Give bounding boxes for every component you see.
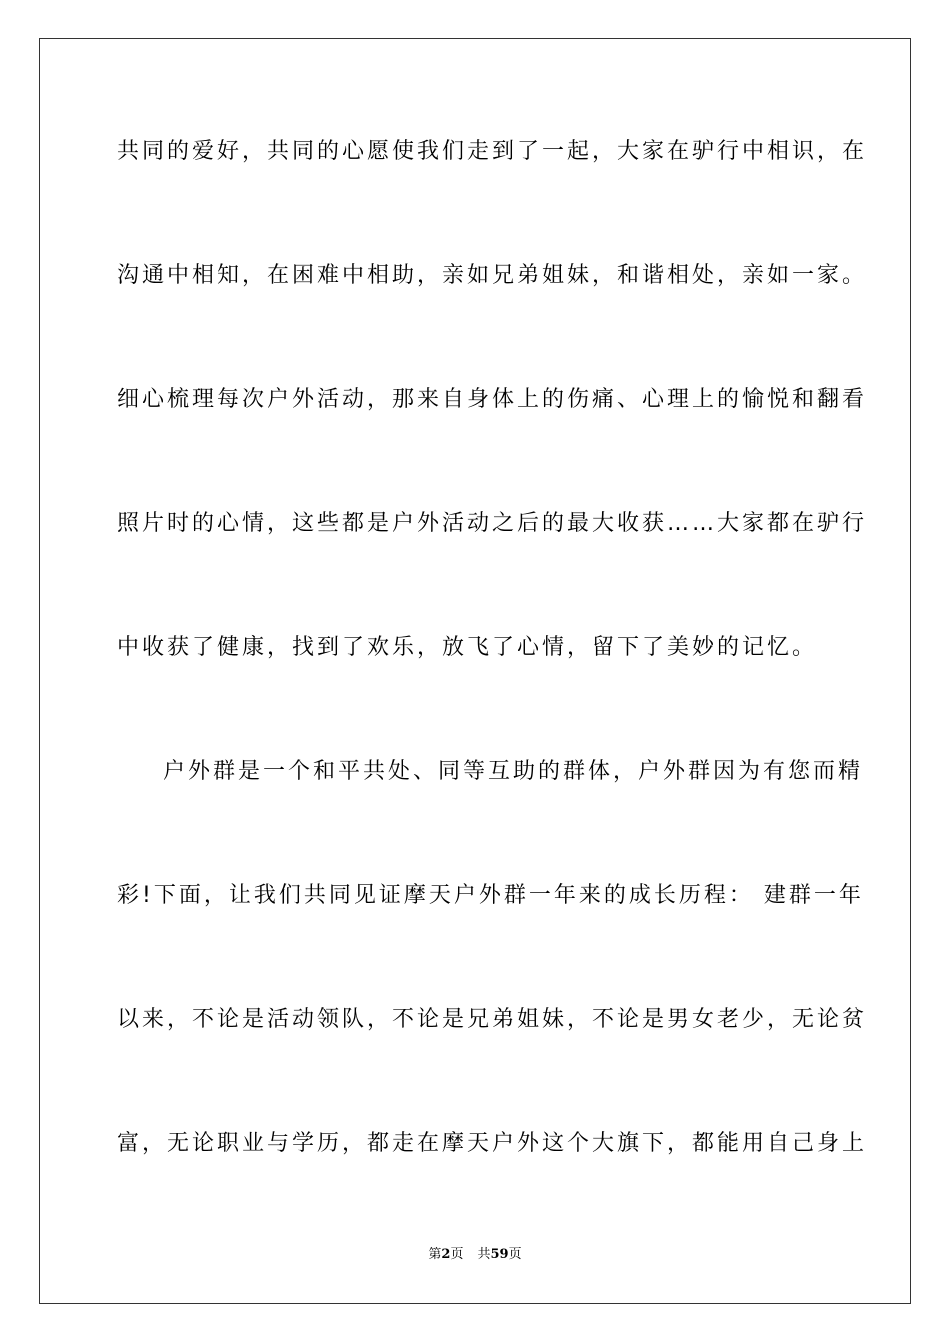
page-prefix: 第: [428, 1247, 442, 1262]
page-footer: [0, 1246, 950, 1264]
text-line-5: 中收获了健康，找到了欢乐，放飞了心情，留下了美妙的记忆。: [117, 635, 818, 660]
text-line-8: 以来，不论是活动领队，不论是兄弟姐妹，不论是男女老少，无论贫: [117, 1007, 868, 1032]
text-line-2: 沟通中相知，在困难中相助，亲如兄弟姐妹，和谐相处，亲如一家。: [117, 263, 868, 288]
text-line-3: 细心梳理每次户外活动，那来自身体上的伤痛、心理上的愉悦和翻看: [117, 387, 868, 412]
text-line-6: 户外群是一个和平共处、同等互助的群体，户外群因为有您而精: [163, 759, 864, 784]
total-pages: 59: [490, 1247, 509, 1262]
text-line-4: 照片时的心情，这些都是户外活动之后的最大收获……大家都在驴行: [117, 511, 868, 536]
page-number: 2: [441, 1247, 451, 1262]
total-suffix: 页: [508, 1247, 522, 1262]
page-suffix: 页: [450, 1247, 464, 1262]
total-prefix: 共: [477, 1247, 491, 1262]
text-line-9: 富，无论职业与学历，都走在摩天户外这个大旗下，都能用自己身上: [117, 1131, 868, 1156]
text-line-1: 共同的爱好，共同的心愿使我们走到了一起，大家在驴行中相识，在: [117, 139, 868, 164]
page-border: [39, 38, 911, 1304]
text-line-7: 彩!下面，让我们共同见证摩天户外群一年来的成长历程： 建群一年: [117, 883, 864, 908]
